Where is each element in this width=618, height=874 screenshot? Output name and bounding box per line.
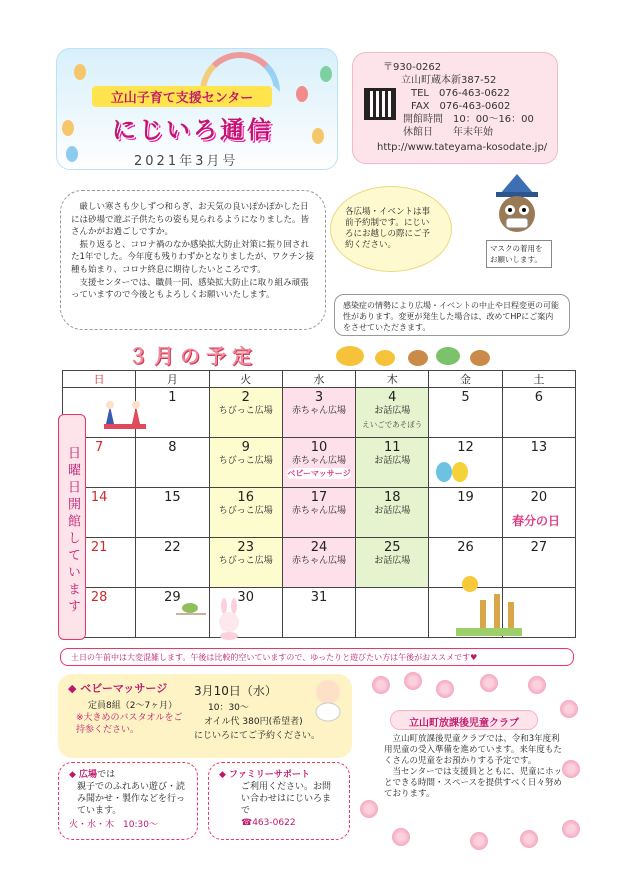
greeting-paragraph: 振り返ると、コロナ禍のなか感染拡大防止対策に振り回された1年でした。今年度も残りわずかとなりましたが、ワクチン接種も始まり、コロナ終息に期待したいところです。	[71, 239, 314, 275]
calendar-day	[209, 538, 282, 588]
calendar-day	[429, 388, 502, 438]
day-number: 23	[237, 540, 254, 555]
day-number: 3	[314, 390, 324, 405]
greeting-paragraph: 厳しい寒さも少しずつ和らぎ、お天気の良いぽかぽかした日には砂場で遊ぶ子供たちの姿も見られるようになりました。皆さんかがお過ごしですか。	[71, 202, 310, 238]
event-label: 赤ちゃん広場	[291, 556, 346, 566]
baby-massage-box	[58, 674, 352, 758]
calendar-day	[356, 588, 429, 638]
greeting-box	[60, 190, 326, 330]
calendar-day	[282, 488, 355, 538]
baby-massage-title: ◆ ベビーマッサージ	[68, 682, 168, 695]
day-number: 29	[164, 590, 181, 605]
hiroba-title: ◆ 広場	[69, 770, 98, 780]
day-number: 26	[457, 540, 474, 555]
flower-icon	[360, 800, 378, 818]
day-number: 20	[530, 490, 548, 505]
event-label: お話広場	[374, 406, 411, 416]
flower-icon	[404, 672, 422, 690]
day-number: 11	[383, 440, 401, 455]
event-label: ちびっこ広場	[218, 556, 273, 566]
event-label: お話広場	[374, 456, 411, 466]
calendar-day	[429, 488, 502, 538]
calendar-day	[282, 538, 355, 588]
baby-massage-tag: ベビーマッサージ	[287, 469, 351, 478]
calendar-day	[136, 438, 209, 488]
balloon-icon	[312, 128, 324, 144]
event-label: 赤ちゃん広場	[291, 406, 346, 416]
calendar-day	[356, 488, 429, 538]
calendar-day	[209, 488, 282, 538]
reservation-notice: 各広場・イベントは事前予約制です。にじいろにお越しの際にご予約ください。	[330, 186, 452, 272]
day-number: 9	[241, 440, 250, 455]
calendar-day	[209, 438, 282, 488]
day-number: 1	[168, 390, 177, 405]
day-number: 13	[530, 440, 548, 455]
family-support-box	[208, 762, 350, 840]
newsletter-title: にじいろ通信	[112, 116, 274, 144]
family-support-body: ご利用ください。お問い合わせはにじいろまで	[241, 782, 332, 816]
day-number: 18	[383, 490, 401, 505]
day-number: 10	[310, 440, 328, 455]
baby-massage-time: 10：30～	[208, 703, 249, 713]
baby-icon	[310, 678, 346, 722]
club-title: 立山町放課後児童クラブ	[390, 710, 538, 730]
balloon-icon	[66, 146, 78, 162]
family-support-tel: ☎463-0622	[241, 818, 296, 828]
day-number: 21	[90, 540, 108, 555]
calendar-day	[136, 488, 209, 538]
calendar-day	[356, 538, 429, 588]
issue-date: 2021年3月号	[134, 154, 239, 169]
day-number	[63, 388, 135, 390]
hiroba-suffix: では	[97, 770, 116, 780]
flower-icon	[392, 828, 410, 846]
calendar-day	[356, 438, 429, 488]
calendar-header: 月	[136, 371, 209, 388]
event-label: ちびっこ広場	[218, 506, 273, 516]
day-number: 25	[383, 540, 401, 555]
calendar-day	[356, 388, 429, 438]
qr-code-icon	[364, 88, 396, 120]
hiroba-schedule: 火・水・木 10:30～	[69, 820, 158, 830]
day-number: 28	[90, 590, 108, 605]
calendar-week	[63, 438, 576, 488]
club-paragraph: 立山町放課後児童クラブでは、令和3年度利用児童の受入準備を進めています。来年度もたくさんの児童をお預かりする予定です。	[384, 734, 562, 766]
day-number	[356, 588, 428, 590]
mask-request-sign: マスクの着用をお願いします。	[486, 240, 552, 268]
calendar-day	[502, 438, 575, 488]
day-number: 8	[168, 440, 177, 455]
schedule-title: ３月の予定	[128, 344, 258, 368]
calendar-day	[282, 438, 355, 488]
day-number: 19	[457, 490, 474, 505]
closed-days: 休館日 年末年始	[403, 127, 493, 138]
flower-icon	[528, 676, 546, 694]
day-number: 7	[95, 440, 104, 455]
day-number: 4	[388, 390, 397, 405]
calendar-day	[136, 538, 209, 588]
family-support-title: ◆ ファミリーサポート	[219, 770, 310, 780]
bird-on-branch-icon	[176, 598, 206, 618]
baby-massage-oil: オイル代 380円(希望者)	[204, 717, 303, 727]
event-label: お話広場	[374, 556, 411, 566]
event-label: お話広場	[374, 506, 411, 516]
sunday-open-banner: 日曜日開館しています	[58, 414, 86, 640]
day-number: 27	[530, 540, 548, 555]
flower-icon	[520, 830, 538, 848]
birds-icon	[434, 452, 470, 486]
club-paragraph: 当センターでは支援員とともに、児童にホッとできる時間・スペースを提供すべく日々努めております。	[384, 767, 563, 799]
baby-massage-towel: ※大きめのバスタオルをご持参ください。	[76, 713, 183, 735]
baby-massage-reserve: にじいろにてご予約ください。	[194, 731, 321, 741]
calendar-header: 金	[429, 371, 502, 388]
balloon-icon	[74, 64, 86, 80]
opening-hours: 開館時間 10：00～16：00	[403, 114, 534, 125]
flower-icon	[470, 832, 488, 850]
flower-icon	[480, 674, 498, 692]
calendar-header: 土	[502, 371, 575, 388]
rabbit-icon	[210, 598, 250, 640]
calendar-day	[282, 388, 355, 438]
baby-massage-capacity: 定員8組（2～7ヶ月）	[88, 701, 178, 711]
club-body	[384, 734, 564, 800]
day-number: 14	[90, 490, 108, 505]
balloon-icon	[320, 66, 332, 82]
calendar-header: 木	[356, 371, 429, 388]
center-name: 立山子育て支援センター	[92, 86, 272, 107]
event-label: 赤ちゃん広場	[291, 456, 346, 466]
day-number: 30	[237, 590, 254, 605]
calendar-header: 水	[282, 371, 355, 388]
balloon-icon	[62, 120, 74, 136]
calendar-day	[502, 388, 575, 438]
postal-code: 〒930-0262	[383, 62, 442, 73]
flower-icon	[436, 680, 454, 698]
day-number: 2	[241, 390, 250, 405]
mascot-icon	[492, 172, 542, 242]
hiroba-box	[58, 762, 198, 840]
event-label: ちびっこ広場	[218, 456, 273, 466]
sun-and-horsetails-icon	[456, 572, 522, 638]
holiday-label: 春分の日	[512, 514, 561, 528]
balloon-icon	[296, 86, 308, 102]
baby-massage-date: 3月10日（水）	[194, 684, 277, 698]
fax: FAX 076-463-0602	[411, 101, 511, 112]
day-number: 22	[164, 540, 181, 555]
day-number: 31	[310, 590, 328, 605]
animals-illustration-icon	[330, 338, 500, 368]
day-number: 15	[164, 490, 181, 505]
covid-notice: 感染症の情勢により広場・イベントの中止や日程変更の可能性があります。変更が発生した場合は、改めてHPにご案内をさせていただきます。	[334, 294, 570, 336]
calendar-day	[282, 588, 355, 638]
day-number: 12	[457, 440, 474, 455]
flower-icon	[562, 820, 580, 838]
day-number: 24	[310, 540, 328, 555]
day-number: 17	[310, 490, 328, 505]
address: 立山町蔵本新387-52	[401, 75, 497, 86]
calendar-header: 日	[63, 371, 136, 388]
flower-icon	[562, 760, 580, 778]
website-url[interactable]: http://www.tateyama-kosodate.jp/	[377, 142, 548, 153]
day-number: 6	[534, 390, 543, 405]
hina-dolls-icon	[102, 396, 148, 430]
day-number: 16	[237, 490, 254, 505]
event-sub-label: えいごであそぼう	[362, 420, 423, 429]
flower-icon	[560, 700, 578, 718]
event-label: ちびっこ広場	[218, 406, 273, 416]
calendar-header: 火	[209, 371, 282, 388]
flower-icon	[372, 676, 390, 694]
greeting-paragraph: 支援センターでは、職員一同、感染拡大防止に取り組み頑張っていますので今後ともよろしくお願いいたします。	[71, 277, 309, 301]
day-number: 5	[461, 390, 470, 405]
calendar-day	[209, 388, 282, 438]
tel: TEL 076-463-0622	[411, 88, 510, 99]
event-label: 赤ちゃん広場	[291, 506, 346, 516]
calendar-week	[63, 488, 576, 538]
weekend-note: 土日の午前中は大変混雑します。午後は比較的空いていますので、ゆったりと遊びたい方は午後がおススメです♥	[60, 648, 574, 666]
hiroba-body: 親子でのふれあい遊び・読み聞かせ・製作などを行っています。	[77, 782, 186, 816]
